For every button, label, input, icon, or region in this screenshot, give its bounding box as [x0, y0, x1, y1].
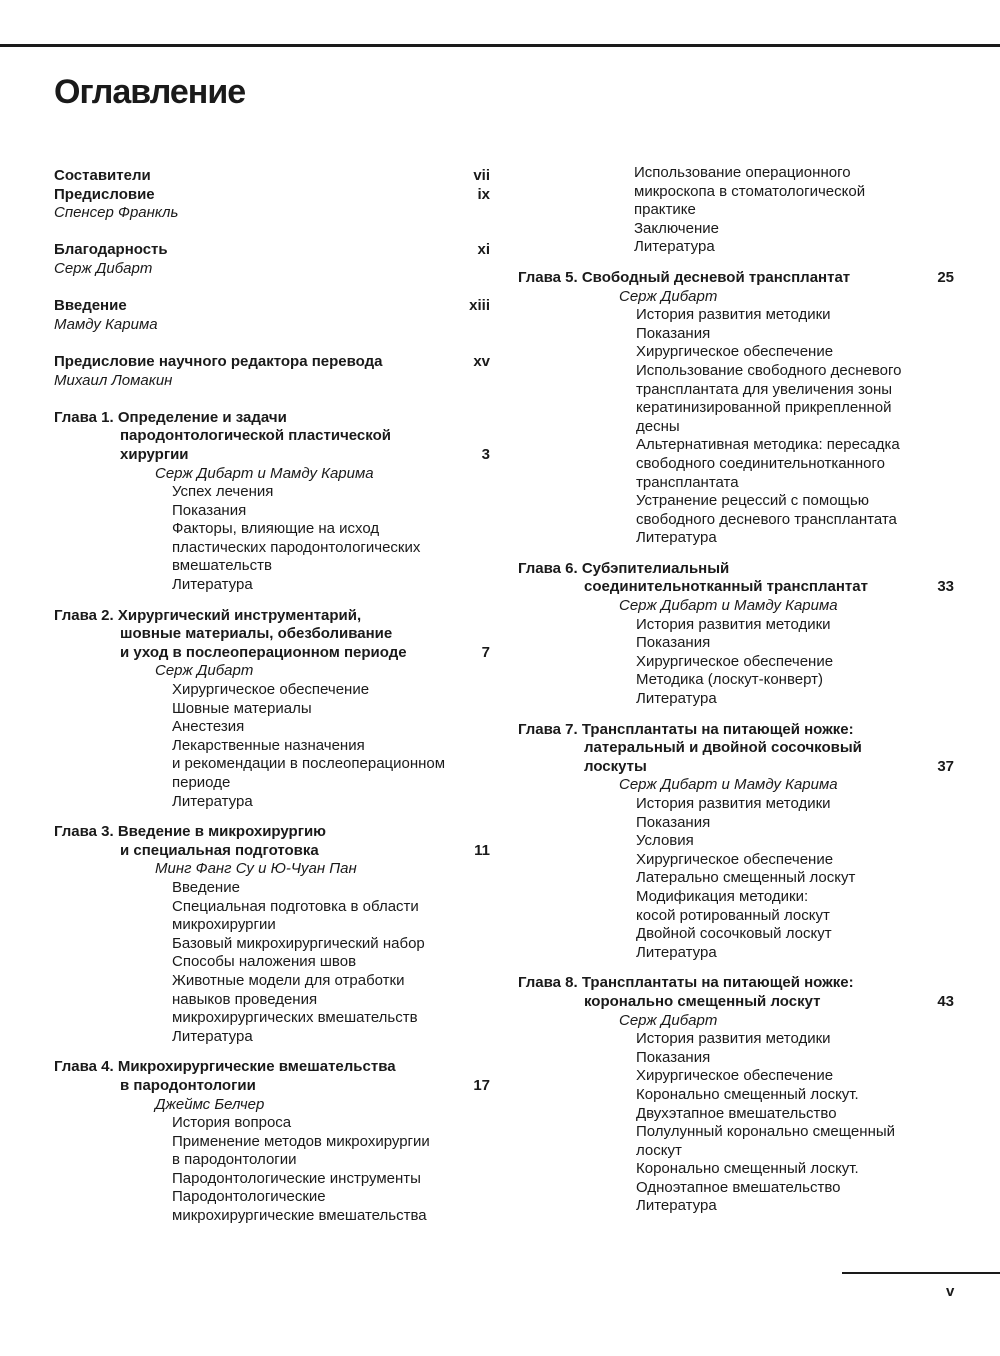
- chapter-title-text: лоскуты: [584, 757, 647, 775]
- chapter-title-line: [518, 560, 958, 579]
- bottom-rule: [842, 1272, 1000, 1274]
- chapter-page: 25: [937, 268, 954, 286]
- chapter-title-line: [518, 974, 958, 993]
- chapter-list-left: [54, 409, 494, 1226]
- chapter-title-line: [54, 446, 494, 465]
- front-matter-page: xv: [473, 352, 490, 370]
- chapter-section: практике: [634, 201, 696, 219]
- toc-left-column: [54, 167, 494, 1238]
- front-matter-author: Серж Дибарт: [54, 259, 153, 277]
- chapter-title-text: в пародонтологии: [120, 1076, 256, 1094]
- chapter-section: кератинизированной прикрепленной: [636, 399, 892, 417]
- chapter-title-text: Субэпителиальный: [581, 559, 730, 577]
- chapter-section: Показания: [636, 813, 711, 831]
- chapter-label: Глава 1.: [54, 408, 114, 426]
- front-matter-label: Предисловие: [54, 185, 155, 203]
- chapter-author: Серж Дибарт и Мамду Карима: [619, 776, 838, 794]
- chapter-section: Двойной сосочковый лоскут: [636, 925, 832, 943]
- chapter-title-text: Трансплантаты на питающей ножке:: [581, 720, 854, 738]
- front-matter-list: [54, 167, 494, 390]
- chapter-section: трансплантата: [636, 473, 739, 491]
- chapter-title-line: [54, 644, 494, 663]
- chapter-section: Литература: [172, 1027, 253, 1045]
- chapter-section: Пародонтологические инструменты: [172, 1169, 421, 1187]
- chapter-section: Введение: [172, 878, 240, 896]
- chapter-section: История развития методики: [636, 1030, 831, 1048]
- chapter-section: Хирургическое обеспечение: [636, 850, 834, 868]
- chapter-title-text: латеральный и двойной сосочковый: [584, 739, 862, 757]
- chapter-section: Пародонтологические: [172, 1188, 326, 1206]
- chapter-section: Использование свободного десневого: [636, 361, 902, 379]
- chapter-section: Применение методов микрохирургии: [172, 1132, 430, 1150]
- chapter-section: Хирургическое обеспечение: [636, 1067, 834, 1085]
- chapter-title-line: [518, 758, 958, 777]
- chapter-section: Коронально смещенный лоскут.: [636, 1160, 859, 1178]
- chapter-entry: [54, 607, 494, 812]
- chapter-section: Одноэтапное вмешательство: [636, 1178, 841, 1196]
- chapter-section: История вопроса: [172, 1114, 292, 1132]
- front-matter-label: Благодарность: [54, 241, 168, 259]
- chapter-author: Серж Дибарт: [619, 287, 718, 305]
- chapter-author: Серж Дибарт и Мамду Карима: [155, 464, 374, 482]
- chapter-title-line: [518, 721, 958, 740]
- chapter-entry: [54, 823, 494, 1046]
- front-matter-entry: [54, 241, 494, 278]
- chapter-section: навыков проведения: [172, 990, 318, 1008]
- chapter-section: Латерально смещенный лоскут: [636, 869, 856, 887]
- chapter-section: свободного десневого трансплантата: [636, 510, 897, 528]
- chapter-label: Глава 3.: [54, 823, 114, 841]
- chapter-page: 17: [473, 1076, 490, 1094]
- front-matter-label: Введение: [54, 297, 127, 315]
- front-matter-entry: [54, 167, 494, 186]
- chapter-page: 11: [474, 841, 490, 859]
- chapter-title-text: коронально смещенный лоскут: [584, 992, 821, 1010]
- chapter-section: свободного соединительнотканного: [636, 454, 886, 472]
- chapter-section: Способы наложения швов: [172, 953, 357, 971]
- chapter-section: История развития методики: [636, 795, 831, 812]
- chapter-title-text: соединительнотканный трансплантат: [584, 578, 868, 596]
- chapter-4-continued: [518, 164, 958, 257]
- chapter-label: Глава 6.: [518, 559, 578, 577]
- chapter-title-line: [54, 842, 494, 861]
- chapter-section: Двухэтапное вмешательство: [636, 1104, 837, 1122]
- chapter-section: Показания: [636, 324, 711, 342]
- chapter-list-right: [518, 269, 958, 1216]
- chapter-title-line: [518, 993, 958, 1012]
- chapter-section: Животные модели для отработки: [172, 971, 405, 989]
- chapter-title-line: [54, 625, 494, 644]
- front-matter-page: vii: [473, 167, 490, 184]
- chapter-entry: [518, 560, 958, 709]
- chapter-title-line: [54, 409, 494, 428]
- front-matter-page: xi: [477, 241, 490, 259]
- chapter-section: Условия: [636, 832, 694, 850]
- chapter-section: Лекарственные назначения: [172, 736, 365, 754]
- chapter-section: Литература: [636, 529, 717, 547]
- chapter-page: 33: [937, 578, 954, 596]
- chapter-section: микрохирургические вмешательства: [172, 1207, 427, 1225]
- chapter-label: Глава 2.: [54, 606, 114, 624]
- chapter-label: Глава 5.: [518, 268, 578, 286]
- chapter-page: 7: [481, 643, 490, 661]
- chapter-author: Минг Фанг Су и Ю-Чуан Пан: [155, 860, 357, 878]
- chapter-title-text: Трансплантаты на питающей ножке:: [581, 974, 854, 992]
- chapter-section: Показания: [636, 634, 711, 652]
- chapter-section: периоде: [172, 774, 231, 791]
- chapter-author: Серж Дибарт и Мамду Карима: [619, 597, 838, 615]
- chapter-section: Показания: [172, 501, 247, 519]
- front-matter-author: Мамду Карима: [54, 315, 158, 333]
- front-matter-entry: [54, 353, 494, 390]
- chapter-section: Хирургическое обеспечение: [172, 681, 370, 699]
- chapter-section: пластических пародонтологических: [172, 538, 421, 556]
- chapter-section: Коронально смещенный лоскут.: [636, 1085, 859, 1103]
- chapter-title-text: и специальная подготовка: [120, 841, 319, 859]
- chapter-entry: [518, 721, 958, 963]
- chapter-title-text: шовные материалы, обезболивание: [120, 625, 393, 643]
- chapter-section: История развития методики: [636, 306, 831, 324]
- chapter-label: Глава 4.: [54, 1058, 114, 1076]
- chapter-section: История развития методики: [636, 615, 831, 633]
- chapter-title-line: [518, 739, 958, 758]
- chapter-section: в пародонтологии: [172, 1151, 297, 1169]
- page-number: v: [946, 1283, 955, 1300]
- chapter-section: Литература: [634, 238, 715, 256]
- chapter-section: микрохирургии: [172, 916, 276, 934]
- chapter-section: Устранение рецессий с помощью: [636, 492, 869, 510]
- chapter-section: Методика (лоскут-конверт): [636, 671, 823, 689]
- chapter-entry: [518, 974, 958, 1216]
- chapter-section: микрохирургических вмешательств: [172, 1009, 418, 1027]
- chapter-title-line: [54, 607, 494, 626]
- page-title: Оглавление: [54, 73, 246, 111]
- chapter-section: Литература: [172, 576, 253, 594]
- front-matter-author: Спенсер Франкль: [54, 204, 179, 222]
- chapter-title-text: хирургии: [120, 445, 189, 463]
- chapter-title-text: Микрохирургические вмешательства: [117, 1058, 396, 1076]
- chapter-section: Специальная подготовка в области: [172, 897, 419, 915]
- front-matter-page: ix: [477, 185, 490, 203]
- chapter-title-line: [518, 578, 958, 597]
- chapter-section: Литература: [636, 690, 717, 708]
- chapter-section: Базовый микрохирургический набор: [172, 934, 425, 952]
- chapter-section: трансплантата для увеличения зоны: [636, 380, 893, 398]
- chapter-title-line: [518, 269, 958, 288]
- chapter-author: Серж Дибарт: [155, 662, 254, 680]
- chapter-title-text: Свободный десневой трансплантат: [581, 268, 851, 286]
- chapter-label: Глава 8.: [518, 974, 578, 992]
- front-matter-label: Предисловие научного редактора перевода: [54, 352, 383, 370]
- chapter-section: микроскопа в стоматологической: [634, 182, 866, 200]
- chapter-section: Литература: [636, 1197, 717, 1215]
- chapter-section: Показания: [636, 1048, 711, 1066]
- front-matter-author: Михаил Ломакин: [54, 371, 173, 389]
- chapter-title-text: и уход в послеоперационном периоде: [120, 643, 407, 661]
- chapter-section: Анестезия: [172, 718, 245, 736]
- chapter-label: Глава 7.: [518, 720, 578, 738]
- chapter-section: Литература: [636, 943, 717, 961]
- chapter-title-text: пародонтологической пластической: [120, 427, 391, 445]
- chapter-section: Модификация методики:: [636, 887, 809, 905]
- chapter-page: 37: [937, 757, 954, 775]
- chapter-section: Альтернативная методика: пересадка: [636, 436, 900, 454]
- chapter-section: и рекомендации в послеоперационном: [172, 755, 446, 773]
- chapter-page: 43: [937, 992, 954, 1010]
- chapter-author: Серж Дибарт: [619, 1011, 718, 1029]
- front-matter-page: xiii: [469, 297, 490, 315]
- chapter-section: Шовные материалы: [172, 699, 312, 717]
- chapter-author: Джеймс Белчер: [155, 1095, 265, 1113]
- toc-right-column: [518, 164, 958, 1228]
- chapter-section: десны: [636, 417, 680, 435]
- front-matter-entry: [54, 297, 494, 334]
- chapter-section: Хирургическое обеспечение: [636, 343, 834, 361]
- chapter-entry: [54, 409, 494, 595]
- chapter-section: Использование операционного: [634, 164, 851, 181]
- chapter-section: Хирургическое обеспечение: [636, 652, 834, 670]
- chapter-title-text: Определение и задачи: [117, 408, 287, 426]
- chapter-section: косой ротированный лоскут: [636, 906, 830, 924]
- chapter-title-line: [54, 1077, 494, 1096]
- chapter-section: Полулунный коронально смещенный: [636, 1123, 896, 1141]
- front-matter-label: Составители: [54, 167, 151, 184]
- chapter-section: Факторы, влияющие на исход: [172, 520, 380, 538]
- chapter-section: вмешательств: [172, 557, 272, 575]
- chapter-section: лоскут: [636, 1141, 682, 1159]
- front-matter-entry: [54, 186, 494, 223]
- chapter-entry: [54, 1058, 494, 1225]
- chapter-title-text: Хирургический инструментарий,: [117, 606, 362, 624]
- chapter-title-line: [54, 427, 494, 446]
- chapter-title-line: [54, 1058, 494, 1077]
- chapter-entry: [518, 269, 958, 548]
- chapter-section: Заключение: [634, 219, 719, 237]
- top-rule: [0, 44, 1000, 47]
- chapter-title-line: [54, 823, 494, 842]
- chapter-section: Литература: [172, 792, 253, 810]
- chapter-page: 3: [481, 445, 490, 463]
- chapter-section: Успех лечения: [172, 483, 274, 501]
- chapter-title-text: Введение в микрохирургию: [117, 823, 326, 841]
